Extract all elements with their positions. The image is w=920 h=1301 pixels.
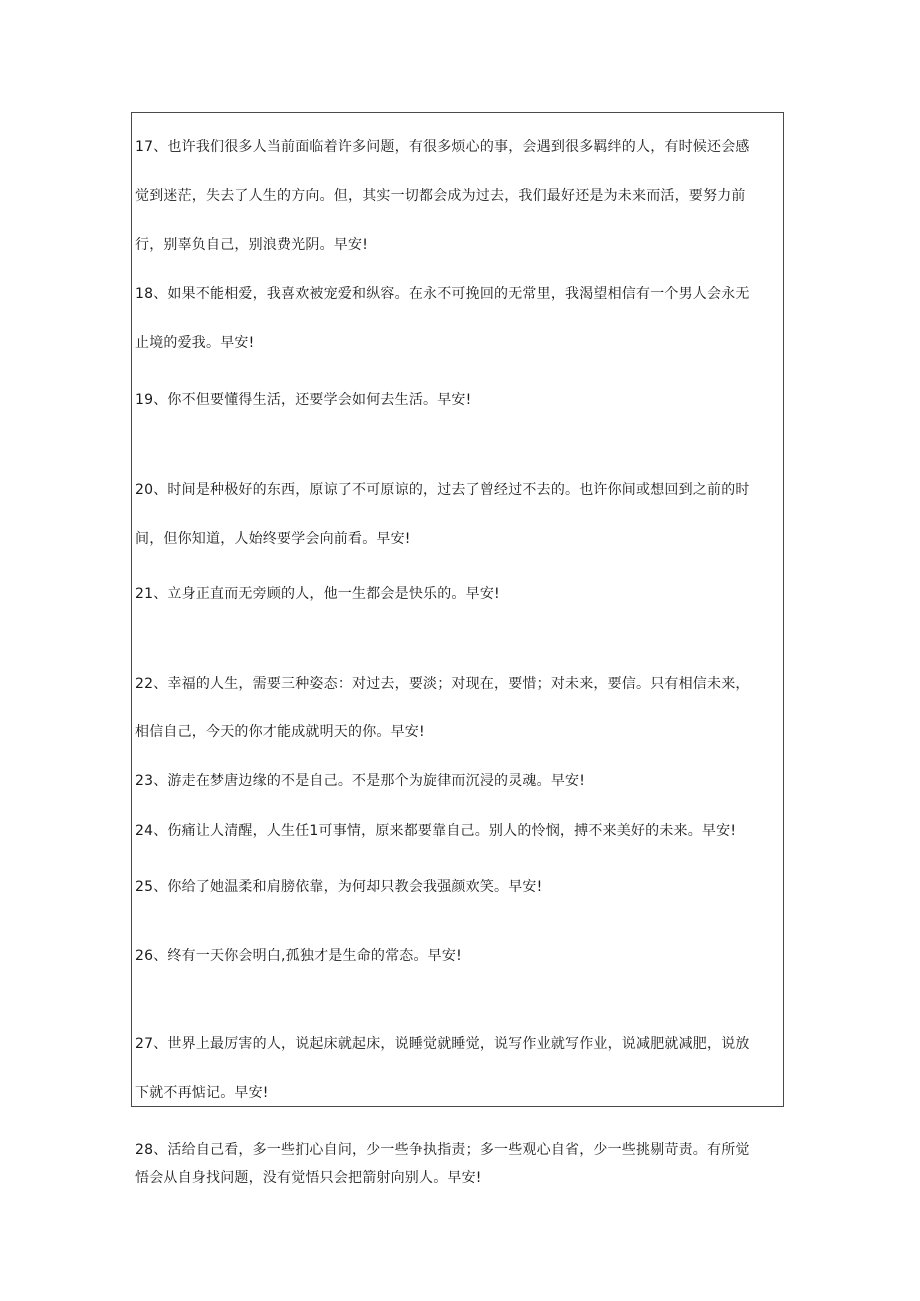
item-22-line-2: 相信自己，今天的你才能成就明天的你。早安! [135, 724, 425, 740]
item-26-line-1: 26、终有一天你会明白,孤独才是生命的常态。早安! [135, 948, 462, 964]
item-17-line-1: 17、也许我们很多人当前面临着许多问题，有很多烦心的事，会遇到很多羁绊的人，有时候还会感 [135, 139, 750, 155]
item-28-line-2: 悟会从自身找问题，没有觉悟只会把箭射向别人。早安! [135, 1170, 482, 1186]
item-17-line-2: 觉到迷茫，失去了人生的方向。但，其实一切都会成为过去，我们最好还是为未来而活，要努力前 [135, 188, 746, 204]
item-25-line-1: 25、你给了她温柔和肩膀依靠，为何却只教会我强颜欢笑。早安! [135, 879, 543, 895]
item-27-line-2: 下就不再惦记。早安! [135, 1085, 269, 1101]
item-21-line-1: 21、立身正直而无旁顾的人，他一生都会是快乐的。早安! [135, 586, 500, 602]
item-23-line-1: 23、游走在梦唐边缘的不是自己。不是那个为旋律而沉浸的灵魂。早安! [135, 773, 586, 789]
item-22-line-1: 22、幸福的人生，需要三种姿态：对过去，要淡；对现在，要惜；对未来，要信。只有相信未来， [135, 676, 750, 692]
item-20-line-1: 20、时间是种极好的东西，原谅了不可原谅的，过去了曾经过不去的。也许你间或想回到之前的时 [135, 482, 750, 498]
item-24-line-1: 24、伤痛让人清醒，人生任1可事情，原来都要靠自己。别人的怜悯，搏不来美好的未来。早安! [135, 823, 737, 839]
item-18-line-2: 止境的爱我。早安! [135, 335, 255, 351]
item-20-line-2: 间，但你知道，人始终要学会向前看。早安! [135, 531, 411, 547]
item-28-line-1: 28、活给自己看，多一些扪心自问，少一些争执指责；多一些观心自省，少一些挑剔苛责。有所觉 [135, 1142, 750, 1158]
item-17-line-3: 行，别辜负自己，别浪费光阴。早安! [135, 237, 369, 253]
item-18-line-1: 18、如果不能相爱，我喜欢被宠爱和纵容。在永不可挽回的无常里，我渴望相信有一个男人会永无 [135, 286, 750, 302]
item-19-line-1: 19、你不但要懂得生活，还要学会如何去生活。早安! [135, 392, 472, 408]
item-27-line-1: 27、世界上最厉害的人，说起床就起床，说睡觉就睡觉，说写作业就写作业，说减肥就减肥，说放 [135, 1036, 750, 1052]
